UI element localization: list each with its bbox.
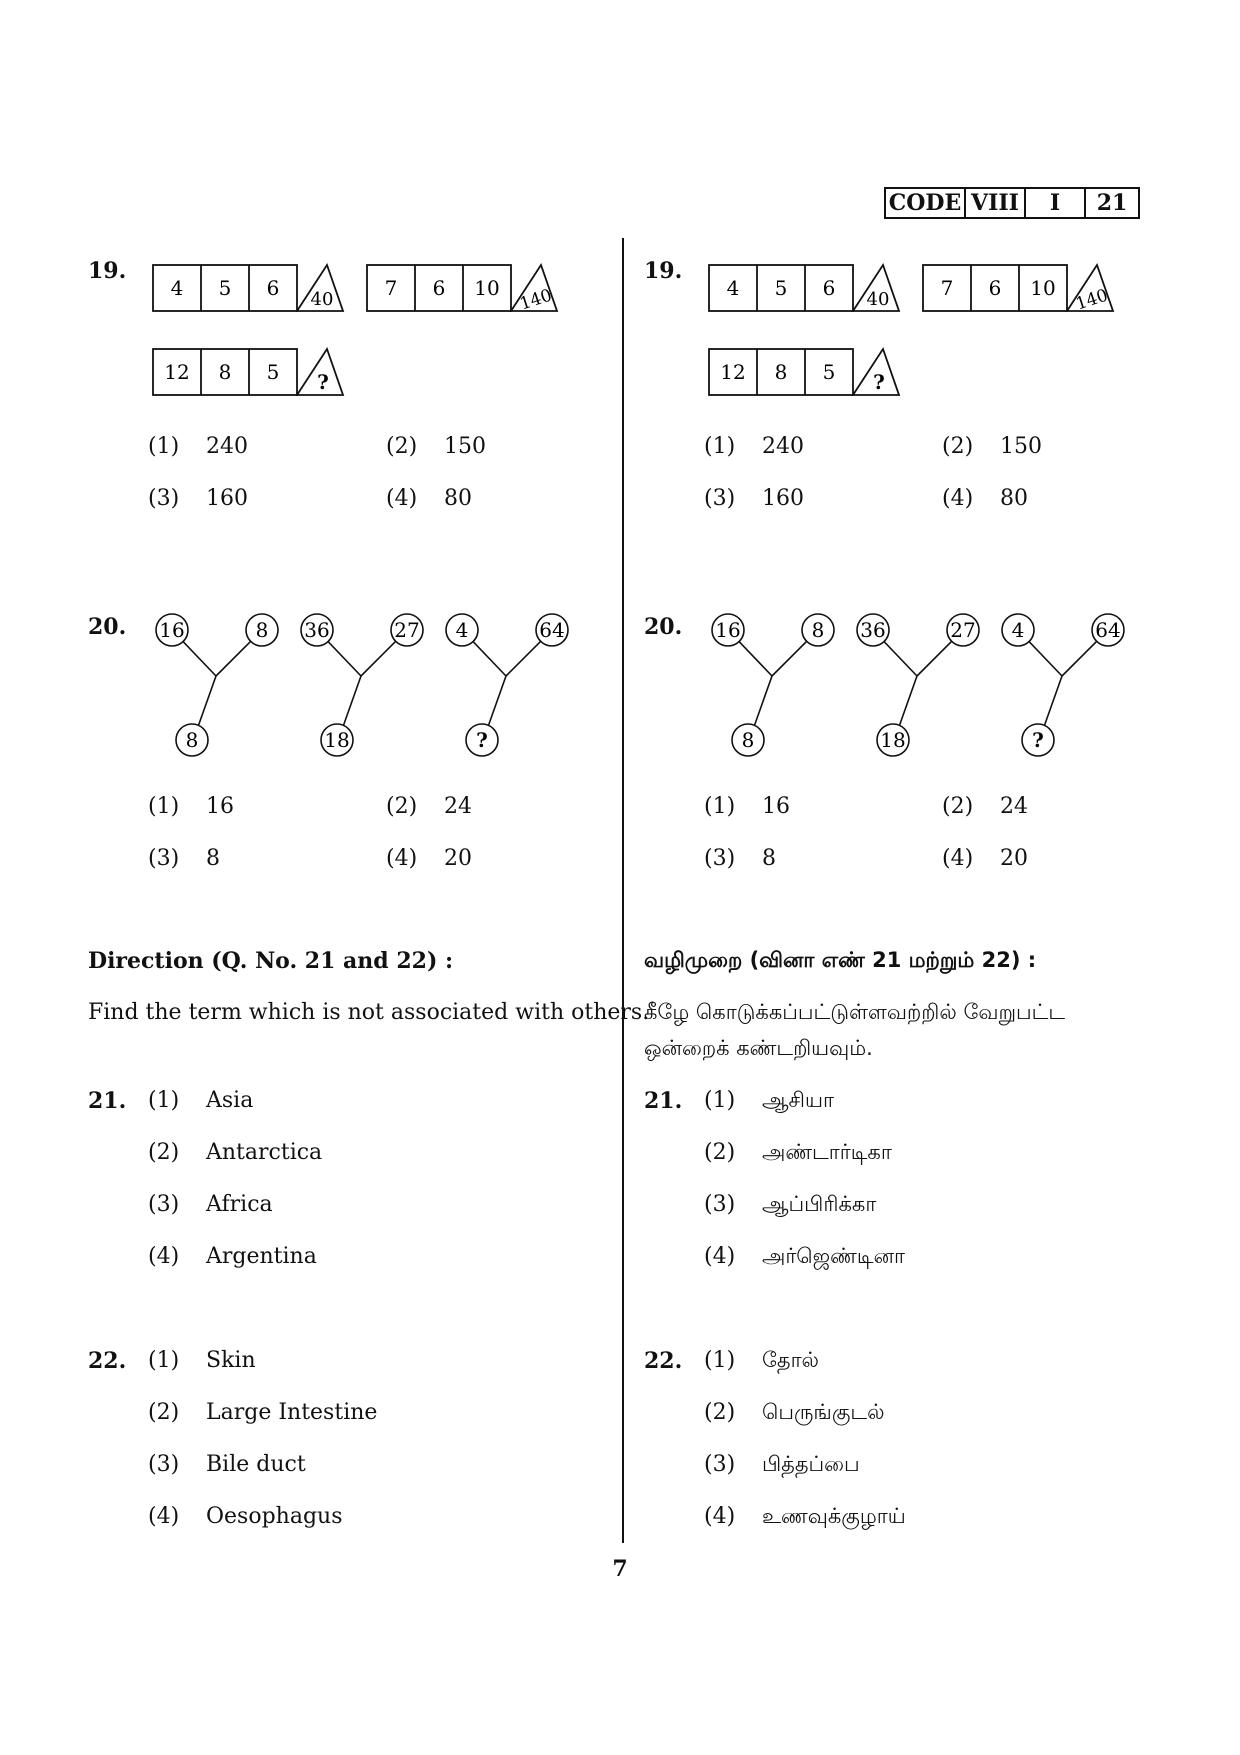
page-number: 7 [612, 1556, 628, 1582]
q20-f1-tl: 16 [159, 618, 185, 642]
q20-f1-b: 8 [185, 728, 199, 752]
q20-option-1: (1) 16 [148, 794, 234, 819]
direction-title-ta: வழிமுறை (வினா எண் 21 மற்றும் 22) : [644, 948, 1037, 972]
q19-ta-b2-c3: 10 [1030, 276, 1056, 300]
q21-ta-option-1: (1) ஆசியா [704, 1088, 834, 1113]
q22-ta-option-4: (4) உணவுக்குழாய் [704, 1504, 906, 1529]
q20-f3-b: ? [476, 728, 488, 752]
q19-b1-c2: 5 [218, 276, 232, 300]
q19-ta-box-group-3 [709, 349, 899, 395]
q19-ta-box-group-2 [923, 265, 1113, 315]
code-class: VIII [966, 189, 1026, 217]
q19-ta-b3-c2: 8 [774, 360, 788, 384]
q19-ta-b3-c3: 5 [822, 360, 836, 384]
q19-ta-b2-c2: 6 [988, 276, 1002, 300]
q19-ta-b1-c1: 4 [726, 276, 740, 300]
q19-box-group-1 [153, 265, 343, 311]
q20-ta-f1-tr: 8 [811, 618, 825, 642]
q19-b1-c3: 6 [266, 276, 280, 300]
q19-option-1: (1) 240 [148, 434, 248, 459]
q21-en-option-1: (1) Asia [148, 1088, 254, 1113]
q20-number: 20. [88, 614, 127, 640]
q20-figure [150, 608, 580, 758]
q19-ta-option-3: (3) 160 [704, 486, 804, 511]
q20-fig-1 [156, 614, 278, 756]
direction-text-en: Find the term which is not associated with others. [88, 1000, 650, 1025]
q20-option-2: (2) 24 [386, 794, 472, 819]
q20-figure-ta [706, 608, 1136, 758]
q20-ta-fig-1 [712, 614, 834, 756]
q19-ta-option-2: (2) 150 [942, 434, 1042, 459]
q20-f1-tr: 8 [255, 618, 269, 642]
direction-line1-ta: கீழே கொடுக்கப்பட்டுள்ளவற்றில் வேறுபட்ட [644, 1000, 1066, 1024]
q21-en-option-2: (2) Antarctica [148, 1140, 323, 1165]
code-set: I [1026, 189, 1086, 217]
q20-ta-f3-tr: 64 [1095, 618, 1121, 642]
q22-en-option-2: (2) Large Intestine [148, 1400, 378, 1425]
q19-ta-b1-c2: 5 [774, 276, 788, 300]
q19-b1-tri: 40 [310, 289, 334, 310]
q20-ta-f3-b: ? [1032, 728, 1044, 752]
q21-en-option-3: (3) Africa [148, 1192, 273, 1217]
q19-b3-c3: 5 [266, 360, 280, 384]
q20-ta-fig-3 [1002, 614, 1124, 756]
q20-ta-f2-tr: 27 [950, 618, 976, 642]
q19-b3-c1: 12 [164, 360, 190, 384]
q22-en-option-4: (4) Oesophagus [148, 1504, 343, 1529]
q19-option-2: (2) 150 [386, 434, 486, 459]
code-box [884, 187, 1140, 219]
q21-number-en: 21. [88, 1088, 127, 1114]
q19-b2-c1: 7 [384, 276, 398, 300]
q19-figure-ta [706, 262, 1126, 402]
q21-en-option-4: (4) Argentina [148, 1244, 317, 1269]
q20-fig-2 [301, 614, 423, 756]
q22-number-ta: 22. [644, 1348, 683, 1374]
q19-ta-b2-tri: 140 [1073, 285, 1111, 315]
q19-number-ta: 19. [644, 258, 683, 284]
q19-option-3: (3) 160 [148, 486, 248, 511]
q21-number-ta: 21. [644, 1088, 683, 1114]
q20-ta-option-4: (4) 20 [942, 846, 1028, 871]
q19-ta-b3-tri: ? [873, 370, 885, 394]
direction-line2-ta: ஒன்றைக் கண்டறியவும். [644, 1036, 873, 1060]
q21-ta-option-3: (3) ஆப்பிரிக்கா [704, 1192, 877, 1217]
q22-ta-option-3: (3) பித்தப்பை [704, 1452, 860, 1477]
q20-number-ta: 20. [644, 614, 683, 640]
q19-number: 19. [88, 258, 127, 284]
q19-b2-c2: 6 [432, 276, 446, 300]
q20-ta-f3-tl: 4 [1011, 618, 1025, 642]
q20-f2-tr: 27 [394, 618, 420, 642]
q22-ta-option-2: (2) பெருங்குடல் [704, 1400, 885, 1425]
q19-box-group-3 [153, 349, 343, 395]
q22-en-option-3: (3) Bile duct [148, 1452, 306, 1477]
q19-b2-c3: 10 [474, 276, 500, 300]
q20-ta-f1-tl: 16 [715, 618, 741, 642]
q19-option-4: (4) 80 [386, 486, 472, 511]
code-page: 21 [1096, 190, 1128, 216]
q20-ta-option-1: (1) 16 [704, 794, 790, 819]
q19-ta-option-4: (4) 80 [942, 486, 1028, 511]
q19-b3-c2: 8 [218, 360, 232, 384]
q19-ta-option-1: (1) 240 [704, 434, 804, 459]
q19-b1-c1: 4 [170, 276, 184, 300]
q19-ta-box-group-1 [709, 265, 899, 311]
q20-f3-tl: 4 [455, 618, 469, 642]
code-label: CODE [886, 189, 966, 217]
q19-b2-tri: 140 [517, 285, 555, 315]
q22-ta-option-1: (1) தோல் [704, 1348, 819, 1373]
q19-ta-b1-c3: 6 [822, 276, 836, 300]
q19-ta-b3-c1: 12 [720, 360, 746, 384]
column-divider [622, 238, 624, 1543]
q20-ta-f2-tl: 36 [860, 618, 886, 642]
q20-fig-3 [446, 614, 568, 756]
q20-option-4: (4) 20 [386, 846, 472, 871]
q19-ta-b2-c1: 7 [940, 276, 954, 300]
direction-title-en: Direction (Q. No. 21 and 22) : [88, 948, 454, 974]
q22-number-en: 22. [88, 1348, 127, 1374]
q20-ta-fig-2 [857, 614, 979, 756]
q19-figure [150, 262, 570, 402]
q21-ta-option-2: (2) அண்டார்டிகா [704, 1140, 892, 1165]
q20-option-3: (3) 8 [148, 846, 220, 871]
q19-box-group-2 [367, 265, 557, 315]
q20-f2-b: 18 [324, 728, 350, 752]
q19-b3-tri: ? [317, 370, 329, 394]
q20-ta-option-2: (2) 24 [942, 794, 1028, 819]
q21-ta-option-4: (4) அர்ஜெண்டினா [704, 1244, 905, 1269]
q20-ta-option-3: (3) 8 [704, 846, 776, 871]
q20-f2-tl: 36 [304, 618, 330, 642]
q20-f3-tr: 64 [539, 618, 565, 642]
q20-ta-f1-b: 8 [741, 728, 755, 752]
q19-ta-b1-tri: 40 [866, 289, 890, 310]
q22-en-option-1: (1) Skin [148, 1348, 256, 1373]
q20-ta-f2-b: 18 [880, 728, 906, 752]
